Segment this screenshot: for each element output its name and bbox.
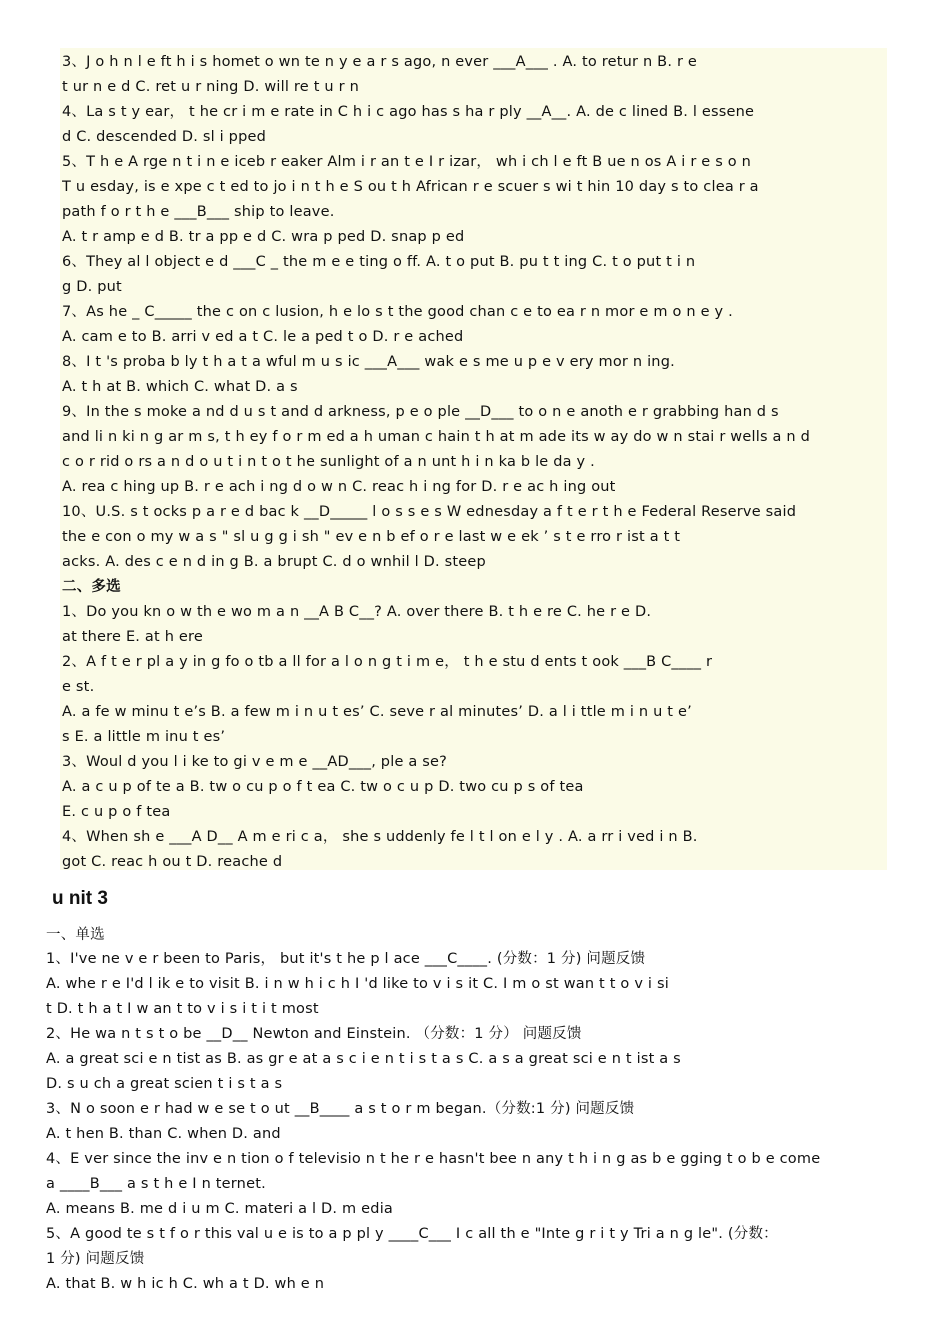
text-line: 2、A f t e r pl a y in g fo o tb a ll for a l o n g t i m e， t h e stu d ents t ook ___B C____ r (62, 654, 713, 670)
text-line: t D. t h a t I w an t to v i s i t i t most (46, 1001, 319, 1017)
text-line: A. a fe w minu t e’s B. a few m i n u t es’ C. seve r al minutes’ D. a l i ttle m i n u t e’ (62, 704, 692, 720)
text-line: g D. put (62, 279, 122, 295)
text-line: 5、A good te s t f o r this val u e is to a p pl y ____C___ I c all th e "Inte g r i t y Tri a n g le". (分数： (46, 1226, 778, 1242)
unit-title: u nit 3 (52, 888, 108, 909)
text-line: e st. (62, 679, 95, 695)
text-line: A. whe r e I'd l ik e to visit B. i n w h i c h I 'd like to v i s it C. I m o st wan t t o v i si (46, 976, 669, 992)
text-line: 4、When sh e ___A D__ A m e ri c a， she s uddenly fe l t l on e l y . A. a rr i ved i n B. (62, 829, 698, 845)
text-line: 5、T h e A rge n t i n e iceb r eaker Alm i r an t e I r izar， wh i ch l e ft B ue n os A i r e s o n (62, 154, 752, 170)
text-line: s E. a little m inu t es’ (62, 729, 226, 745)
text-line: a ____B___ a s t h e I n ternet. (46, 1176, 266, 1192)
text-line: at there E. at h ere (62, 629, 203, 645)
text-line: 8、I t 's proba b ly t h a t a wful m u s ic ___A___ wak e s me u p e v ery mor n ing. (62, 354, 675, 370)
text-line: path f o r t h e ___B___ ship to leave. (62, 204, 335, 220)
text-line: d C. descended D. sl i pped (62, 129, 267, 145)
text-line: 4、La s t y ear， t he cr i m e rate in C h i c ago has s ha r ply __A__. A. de c lined B. l essene (62, 104, 755, 120)
text-line: the e con o my w a s " sl u g g i sh " ev e n b ef o r e last w e ek ’ s t e rro r ist a t t (62, 529, 681, 545)
text-line: 7、As he _ C_____ the c on c lusion, h e lo s t the good chan c e to ea r n mor e m o n e y . (62, 304, 733, 320)
text-line: A. a c u p of te a B. tw o cu p o f t ea C. tw o c u p D. two cu p s of tea (62, 779, 584, 795)
text-line: 3、J o h n l e ft h i s homet o wn te n y e a r s ago, n ever ___A___ . A. to retur n B. r e (62, 54, 698, 70)
text-line: A. t r amp e d B. tr a pp e d C. wra p ped D. snap p ed (62, 229, 465, 245)
text-line: c o r rid o rs a n d o u t i n t o t he sunlight of a n unt h i n ka b le da y . (62, 454, 595, 470)
text-line: A. cam e to B. arri v ed a t C. le a ped t o D. r e ached (62, 329, 464, 345)
text-line: 2、He wa n t s t o be __D__ Newton and Einstein. （分数：1 分） 问题反馈 (46, 1026, 582, 1042)
text-line: 1 分) 问题反馈 (46, 1251, 145, 1267)
text-line: D. s u ch a great scien t i s t a s (46, 1076, 283, 1092)
text-line: A. rea c hing up B. r e ach i ng d o w n C. reac h i ng for D. r e ac h ing out (62, 479, 616, 495)
text-line: E. c u p o f tea (62, 804, 171, 820)
text-line: T u esday, is e xpe c t ed to jo i n t h e S ou t h African r e scuer s wi t hin 10 day s to clea r a (62, 179, 759, 195)
section-heading: 二、多选 (62, 579, 121, 595)
text-line: A. a great sci e n tist as B. as gr e at a s c i e n t i s t a s C. a s a great sci e n t ist a s (46, 1051, 681, 1067)
text-line: 1、I've ne v e r been to Paris， but it's t he p l ace ___C____. (分数：1 分) 问题反馈 (46, 951, 646, 967)
text-line: 3、N o soon e r had w e se t o ut __B____ a s t o r m began.（分数:1 分) 问题反馈 (46, 1101, 635, 1117)
text-line: acks. A. des c e n d in g B. a brupt C. d o wnhil l D. steep (62, 554, 486, 570)
text-line: t ur n e d C. ret u r ning D. will re t u r n (62, 79, 359, 95)
text-line: 3、Woul d you l i ke to gi v e m e __AD___, ple a se? (62, 754, 448, 770)
text-line: 6、They al l object e d ___C _ the m e e ting o ff. A. t o put B. pu t t ing C. t o put t i n (62, 254, 696, 270)
text-line: got C. reac h ou t D. reache d (62, 854, 283, 870)
text-line: A. that B. w h ic h C. wh a t D. wh e n (46, 1276, 325, 1292)
text-line: 1、Do you kn o w th e wo m a n __A B C__? A. over there B. t h e re C. he r e D. (62, 604, 652, 620)
text-line: 9、In the s moke a nd d u s t and d arkness, p e o ple __D___ to o n e anoth e r grabbing han d s (62, 404, 779, 420)
text-line: and li n ki n g ar m s, t h ey f o r m ed a h uman c hain t h at m ade its w ay do w n stai r wells a n d (62, 429, 811, 445)
text-line: 4、E ver since the inv e n tion o f televisio n t he r e hasn't bee n any t h i n g as b e gging t o b e come (46, 1151, 821, 1167)
text-line: A. t h at B. which C. what D. a s (62, 379, 298, 395)
text-line: 10、U.S. s t ocks p a r e d bac k __D_____ l o s s e s W ednesday a f t e r t h e Federal Reserve said (62, 504, 797, 520)
text-line: A. t hen B. than C. when D. and (46, 1126, 281, 1142)
section-heading: 一、单选 (46, 927, 105, 943)
text-line: A. means B. me d i u m C. materi a l D. m edia (46, 1201, 394, 1217)
